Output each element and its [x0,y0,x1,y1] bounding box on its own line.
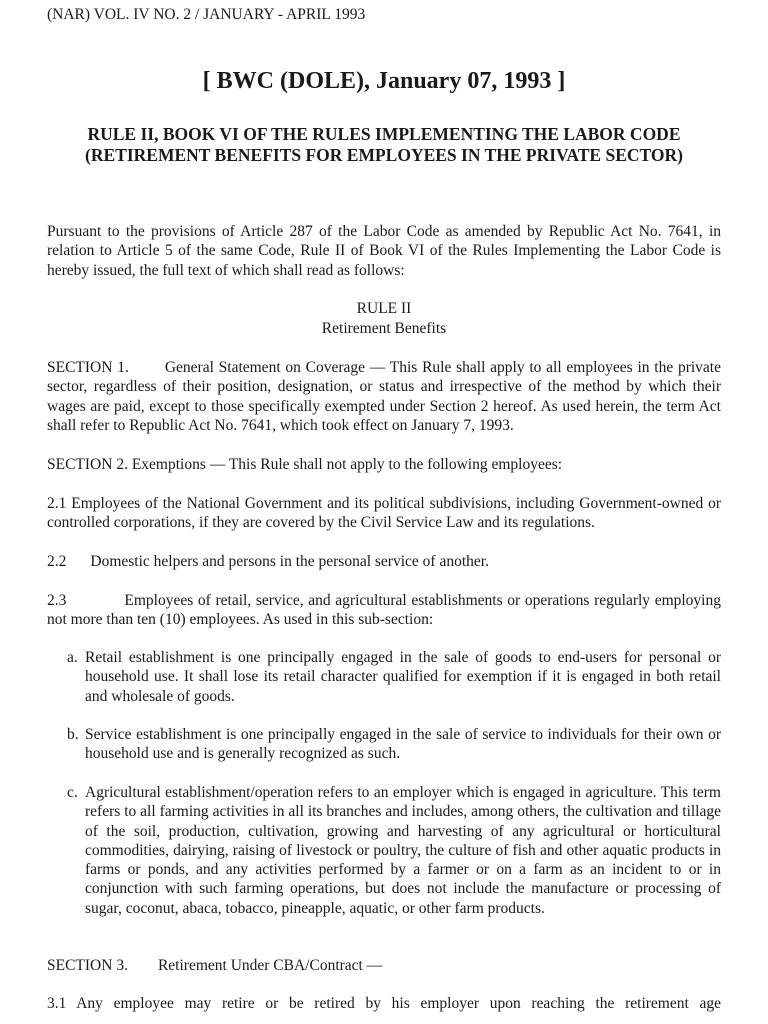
rule-subheading: Retirement Benefits [321,320,447,337]
section-3-text: Retirement Under CBA/Contract — [157,957,383,974]
list-item-c [67,783,721,918]
rule-heading: RULE II [356,300,412,317]
section-1-paragraph [47,358,721,435]
section-1-text: General Statement on Coverage — This Rule shall apply to all employees in the private sector, regardless of their position, designation, or status and irrespective of the method by which their wages are paid, except to those specifically exempted under Section 2 hereof. As used herein, the term Act shall refer to Republic Act No. 7641, which took effect on January 7, 1993. [47,359,721,434]
list-item-a [67,648,721,706]
section-2-2-number: 2.2 [47,553,67,570]
list-item-b-label: b. [67,726,79,743]
section-1-label: SECTION 1. [47,359,129,376]
section-2-3-number: 2.3 [47,592,67,609]
rule-title-line-2: (RETIREMENT BENEFITS FOR EMPLOYEES IN THE PRIVATE SECTOR) [85,145,683,165]
section-2-2-text: Domestic helpers and persons in the personal service of another. [90,553,489,570]
section-2-2 [47,552,721,571]
list-item-b [67,725,721,764]
section-2-heading: SECTION 2. Exemptions — This Rule shall not apply to the following employees: [47,456,563,473]
section-3-label: SECTION 3. [47,957,128,974]
section-2-3 [47,591,721,630]
list-item-b-text: Service establishment is one principally engaged in the sale of service to individuals for their own or household use and is generally recognized as such. [85,726,721,763]
section-2-1: 2.1 Employees of the National Government and its political subdivisions, including Government-owned or controlled corporations, if they are covered by the Civil Service Law and its regulations. [47,495,721,532]
list-item-a-text: Retail establishment is one principally engaged in the sale of goods to end-users for personal or household use. It shall lose its retail character qualified for exemption if it is engaged in both retail and wholesale of goods. [85,649,721,705]
list-item-c-text: Agricultural establishment/operation refers to an employer which is engaged in agriculture. This term refers to all farming activities in all its branches and includes, among others, the cultivation and tillage of the soil, production, cultivation, growing and harvesting of any agricultural or horticultural commodities, dairying, raising of livestock or poultry, the culture of fish and other aquatic products in farms or ponds, and any activities performed by a farmer or on a farm as an incident to or in conjunction with such farming operations, but does not include the manufacture or processing of sugar, coconut, abaca, tobacco, pineapple, aquatic, or other farm products. [85,784,721,917]
publication-header: (NAR) VOL. IV NO. 2 / JANUARY - APRIL 1993 [47,6,366,23]
list-item-a-label: a. [67,649,78,666]
document-title: [ BWC (DOLE), January 07, 1993 ] [202,68,566,94]
section-3-1: 3.1 Any employee may retire or be retired by his employer upon reaching the retirement age [47,995,721,1012]
rule-title-line-1: RULE II, BOOK VI OF THE RULES IMPLEMENTING THE LABOR CODE [87,124,681,144]
intro-paragraph: Pursuant to the provisions of Article 287 of the Labor Code as amended by Republic Act No. 7641, in relation to Article 5 of the same Code, Rule II of Book VI of the Rules Implementing the Labor Code is hereby issued, the full text of which shall read as follows: [47,223,721,279]
rule-title [47,124,721,166]
section-2-3-text: Employees of retail, service, and agricultural establishments or operations regularly employing not more than ten (10) employees. As used in this sub-section: [47,592,721,629]
section-3-heading [47,956,721,975]
list-item-c-label: c. [67,784,78,801]
